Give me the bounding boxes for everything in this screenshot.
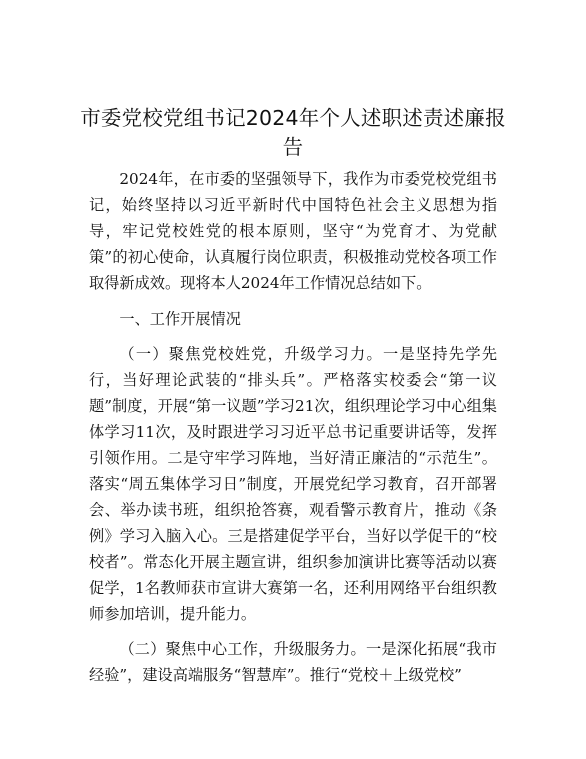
section-paragraph-1: （一）聚焦党校姓党，升级学习力。一是坚持先学先行，当好理论武装的“排头兵”。严格落实校委会“第一议题”制度，开展“第一议题”学习21次，组织理论学习中心组集体学习11次，及时跟进学习习近平总书记重要讲话等，发挥引领作用。二是守牢学习阵地，当好清正廉洁的“示范生”。落实“周五集体学习日”制度，开展党纪学习教育，召开部署会、举办读书班，组织抢答赛，观看警示教育片，推动《条例》学习入脑入心。三是搭建促学平台，当好以学促干的“校校者”。常态化开展主题宣讲，组织参加演讲比赛等活动以赛促学，1名教师获市宣讲大赛第一名，还利用网络平台组织教师参加培训，提升能力。 [89,345,497,623]
section-heading: 一、工作开展情况 [119,310,241,328]
document-body [89,166,497,688]
section-paragraph-2: （二）聚焦中心工作，升级服务力。一是深化拓展“我市经验”，建设高端服务“智慧库”。推行“党校＋上级党校” [89,640,497,684]
document-title: 市委党校党组书记2024年个人述职述责述廉报告 [80,106,506,159]
intro-paragraph: 2024年，在市委的坚强领导下，我作为市委党校党组书记，始终坚持以习近平新时代中国特色社会主义思想为指导，牢记党校姓党的根本原则，坚守“为党育才、为党献策”的初心使命，认真履行岗位职责，积极推动党校各项工作取得新成效。现将本人2024年工作情况总结如下。 [89,170,497,292]
